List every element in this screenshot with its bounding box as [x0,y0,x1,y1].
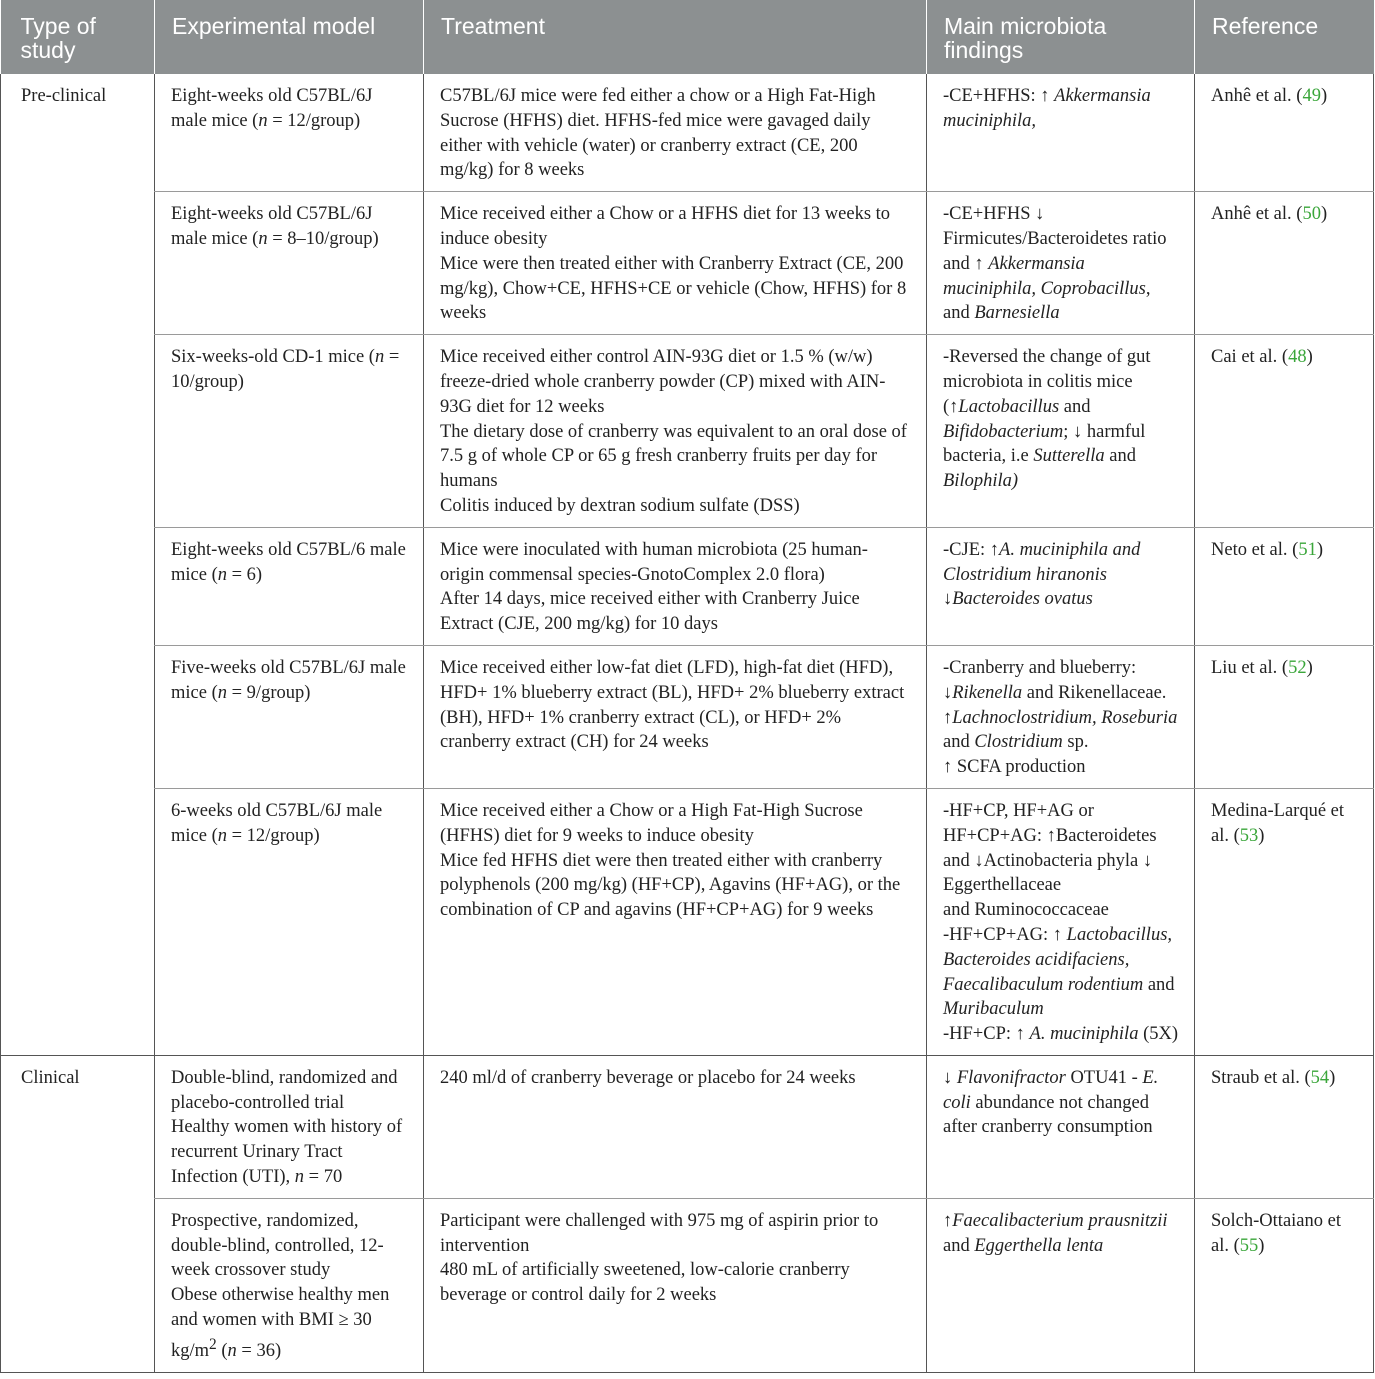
text-run: , and [943,278,1151,324]
text-run: and [943,732,975,753]
treatment-line: Mice were then treated either with Cranberry Extract (CE, 200 mg/kg), Chow+CE, HFHS+CE or vehicle (Chow, HFHS) for 8 weeks [440,253,907,324]
italic-text: Flavonifractor [956,1067,1066,1088]
cell-line [943,755,1178,780]
cell-line [943,587,1178,612]
treatment-line: Mice received either a Chow or a HFHS diet for 13 weeks to induce obesity [440,204,891,249]
reference-close-paren: ) [1329,1067,1336,1088]
reference-number-link[interactable]: 50 [1302,204,1321,225]
text-run: -Reversed the change of gut microbiota in colitis mice (↑ [943,347,1151,417]
italic-text: Faecalibacterium prausnitzii [952,1210,1168,1231]
cell-line [943,538,1178,588]
cell-line [171,656,407,706]
cell-line [943,84,1178,134]
italic-text: Lactobacillus, Bacteroides acidifaciens, Faecalibaculum rodentium [943,924,1173,995]
text-run: -CJE: ↑ [943,539,1000,560]
text-run: ↓ [943,1067,957,1088]
italic-text: n [217,682,227,703]
italic-text: Bacteroides ovatus [952,589,1093,610]
reference-number-link[interactable]: 54 [1310,1067,1330,1088]
reference-cell [1195,788,1374,1055]
cell-line [943,345,1178,494]
findings-cell [927,1198,1195,1372]
text-run: and [1143,974,1175,995]
table-row [1,527,1374,645]
text-run: -HF+CP+AG: ↑ [943,924,1067,945]
treatment-cell [424,74,927,192]
italic-text: Eggerthella lenta [974,1235,1104,1256]
italic-text: n [374,347,385,368]
treatment-line: Participant were challenged with 975 mg of aspirin prior to intervention [440,1210,879,1256]
treatment-cell [424,192,927,335]
italic-text: n [258,110,268,131]
reference-number-link[interactable]: 52 [1288,657,1307,678]
cell-line [943,1066,1178,1140]
text-run: ↑ [943,707,953,728]
italic-text: Akkermansia muciniphila, [943,86,1151,131]
cell-line [171,84,407,134]
reference-number-link[interactable]: 53 [1239,825,1259,846]
cell-line [171,1066,407,1116]
findings-cell [927,645,1195,788]
findings-cell [927,788,1195,1055]
italic-text: Bifidobacterium [943,421,1064,442]
text-run: ↑ SCFA production [943,757,1086,778]
text-run: and [1104,446,1136,467]
italic-text: Lachnoclostridium, Roseburia [952,707,1178,728]
treatment-cell [424,645,927,788]
reference-number-link[interactable]: 49 [1302,86,1321,106]
findings-cell [927,527,1195,645]
italic-text: Lactobacillus [958,396,1060,417]
experimental-model-cell [155,1055,424,1198]
text-run: Five-weeks old C57BL/6J male mice ( [171,657,406,703]
text-run: Eight-weeks old C57BL/6J male mice ( [171,86,373,131]
text-run: and [943,1235,975,1256]
findings-cell [927,192,1195,335]
italic-text: E. coli [943,1067,1159,1113]
cell-line [171,345,407,395]
text-run: Double-blind, randomized and placebo-controlled trial [171,1067,398,1113]
cell-line [943,923,1178,1022]
reference-authors: Anhê et al. ( [1211,86,1303,106]
column-header-treatment: Treatment [424,0,927,74]
text-run: and Rikenellaceae. [1022,682,1167,703]
treatment-cell [424,788,927,1055]
table-row [1,74,1374,192]
reference-close-paren: ) [1258,825,1265,846]
cell-line [943,656,1178,706]
column-header-reference: Reference [1195,0,1374,74]
treatment-line: After 14 days, mice received either with Cranberry Juice Extract (CJE, 200 mg/kg) for 10 days [440,589,860,635]
reference-cell [1195,192,1374,335]
treatment-cell [424,335,927,528]
table-row [1,645,1374,788]
experimental-model-cell [155,645,424,788]
text-run: = 12/group) [227,825,320,846]
text-run: -HF+CP: ↑ [943,1024,1030,1045]
treatment-line: 240 ml/d of cranberry beverage or placebo for 24 weeks [440,1067,856,1088]
cell-line [171,1115,407,1189]
reference-close-paren: ) [1306,347,1313,368]
text-run: abundance not changed after cranberry consumption [943,1092,1153,1138]
experimental-model-cell [155,527,424,645]
cell-line [171,202,407,252]
findings-cell [927,74,1195,192]
text-run: -HF+CP, HF+AG or HF+CP+AG: ↑Bacteroidetes and ↓Actinobacteria phyla ↓ Eggerthellaceae [943,800,1157,896]
italic-text: Bilophila) [943,471,1019,492]
text-run: Eight-weeks old C57BL/6J male mice ( [171,204,373,249]
text-run: -CE+HFHS: ↑ [943,86,1055,106]
text-run: and [1059,396,1091,417]
text-run: = 8–10/group) [267,228,379,249]
treatment-line: Colitis induced by dextran sodium sulfate (DSS) [440,495,800,516]
text-run: = 12/group) [267,110,361,131]
text-run: = 10/group) [171,347,400,392]
treatment-line: Mice were inoculated with human microbiota (25 human-origin commensal species-GnotoComplex 2.0 flora) [440,539,868,585]
study-type-cell: Clinical [1,1055,155,1372]
table-row [1,788,1374,1055]
table-row [1,335,1374,528]
italic-text: n [294,1167,305,1188]
reference-authors: Straub et al. ( [1211,1067,1311,1088]
reference-cell [1195,645,1374,788]
reference-authors: Liu et al. ( [1211,657,1289,678]
text-run: Eight-weeks old C57BL/6 male mice ( [171,539,406,585]
text-run: ; ↓ harmful bacteria, i.e [943,421,1146,467]
italic-text: Barnesiella [974,303,1060,324]
column-header-model: Experimental model [155,0,424,74]
text-run: (5X) [1138,1024,1179,1045]
text-run: ( [216,1341,228,1362]
reference-authors: Solch-Ottaiano et al. ( [1211,1210,1341,1256]
reference-close-paren: ) [1316,539,1323,560]
experimental-model-cell [155,192,424,335]
reference-close-paren: ) [1258,1235,1265,1256]
text-run: Healthy women with history of recurrent Urinary Tract Infection (UTI), [171,1117,403,1188]
table-row [1,192,1374,335]
italic-text: n [217,564,227,585]
treatment-line: The dietary dose of cranberry was equivalent to an oral dose of 7.5 g of whole CP or 65 g fresh cranberry fruits per day for humans [440,421,907,492]
italic-text: A. muciniphila [1029,1024,1139,1045]
italic-text: Sutterella [1033,446,1105,467]
table-header-row [1,0,1374,74]
text-run: -Cranberry and blueberry: ↓ [943,657,1137,703]
text-run: Six-weeks-old CD-1 mice ( [171,347,375,368]
reference-number-link[interactable]: 51 [1298,539,1317,560]
text-run: ↓ [943,589,953,610]
reference-authors: Cai et al. ( [1211,347,1289,368]
treatment-line: Mice received either a Chow or a High Fat-High Sucrose (HFHS) diet for 9 weeks to induce obesity [440,800,863,846]
table-row [1,1198,1374,1372]
treatment-cell [424,1198,927,1372]
findings-cell [927,1055,1195,1198]
reference-close-paren: ) [1320,204,1328,225]
text-run: Obese otherwise healthy men and women with BMI ≥ 30 kg/m [171,1285,390,1362]
treatment-line: C57BL/6J mice were fed either a chow or a High Fat-High Sucrose (HFHS) diet. HFHS-fed mice were gavaged daily either with vehicle (water) or cranberry extract (CE, 200 mg/kg) for 8 weeks [440,86,876,181]
text-run: ↑ [943,1210,953,1231]
column-header-findings: Main microbiota findings [927,0,1195,74]
reference-close-paren: ) [1306,657,1313,678]
treatment-line: Mice received either low-fat diet (LFD), high-fat diet (HFD), HFD+ 1% blueberry extract (BL), HFD+ 2% blueberry extract (BH), HFD+ 1% cranberry extract (CL), or HFD+ 2% cranberry extract (CH) for 24 weeks [440,657,905,753]
reference-authors: Neto et al. ( [1211,539,1299,560]
reference-authors: Anhê et al. ( [1211,204,1303,225]
reference-cell [1195,1055,1374,1198]
italic-text: Rikenella [952,682,1023,703]
italic-text: n [227,1341,237,1362]
cell-line [171,1209,407,1283]
text-run: -CE+HFHS ↓ Firmicutes/Bacteroidetes ratio and ↑ [943,204,1167,274]
cell-line [943,898,1178,923]
cell-line [943,706,1178,756]
italic-text: n [258,228,268,249]
cell-line [171,538,407,588]
table-body [1,74,1374,1372]
experimental-model-cell [155,74,424,192]
text-run: = 9/group) [227,682,311,703]
cell-line [171,1283,407,1364]
cell-line [943,799,1178,898]
treatment-cell [424,527,927,645]
text-run: Prospective, randomized, double-blind, controlled, 12-week crossover study [171,1210,384,1281]
cell-line [943,1209,1178,1259]
text-run: sp. [1062,732,1089,753]
reference-authors: Medina-Larqué et al. ( [1211,800,1345,846]
treatment-cell [424,1055,927,1198]
experimental-model-cell [155,335,424,528]
text-run: = 70 [304,1167,343,1188]
column-header-type: Type of study [1,0,155,74]
cell-line [171,799,407,849]
italic-text: n [217,825,227,846]
text-run: and Ruminococcaceae [943,900,1109,921]
cell-line [943,202,1178,326]
reference-number-link[interactable]: 55 [1239,1235,1259,1256]
reference-cell [1195,335,1374,528]
experimental-model-cell [155,1198,424,1372]
text-run: 6-weeks old C57BL/6J male mice ( [171,800,383,846]
text-run: = 6) [227,564,263,585]
italic-text: Clostridium [974,732,1063,753]
italic-text: Muribaculum [943,999,1044,1020]
findings-cell [927,335,1195,528]
text-run: OTU41 - [1065,1067,1143,1088]
table-row [1,1055,1374,1198]
reference-close-paren: ) [1320,86,1328,106]
text-run: = 36) [236,1341,282,1362]
italic-text: Akkermansia muciniphila, Coprobacillus [943,253,1146,299]
reference-cell [1195,527,1374,645]
treatment-line: Mice received either control AIN-93G diet or 1.5 % (w/w) freeze-dried whole cranberry powder (CP) mixed with AIN-93G diet for 12 weeks [440,347,886,417]
superscript-text: 2 [209,1335,217,1353]
italic-text: A. muciniphila and Clostridium hiranonis [943,539,1141,585]
experimental-model-cell [155,788,424,1055]
cell-line [943,1022,1178,1047]
reference-number-link[interactable]: 48 [1288,347,1307,368]
study-type-cell: Pre-clinical [1,74,155,1055]
reference-cell [1195,74,1374,192]
reference-cell [1195,1198,1374,1372]
treatment-line: Mice fed HFHS diet were then treated either with cranberry polyphenols (200 mg/kg) (HF+CP), Agavins (HF+AG), or the combination of CP and agavins (HF+CP+AG) for 9 weeks [440,850,901,921]
treatment-line: 480 mL of artificially sweetened, low-calorie cranberry beverage or control daily for 2 weeks [440,1260,850,1306]
